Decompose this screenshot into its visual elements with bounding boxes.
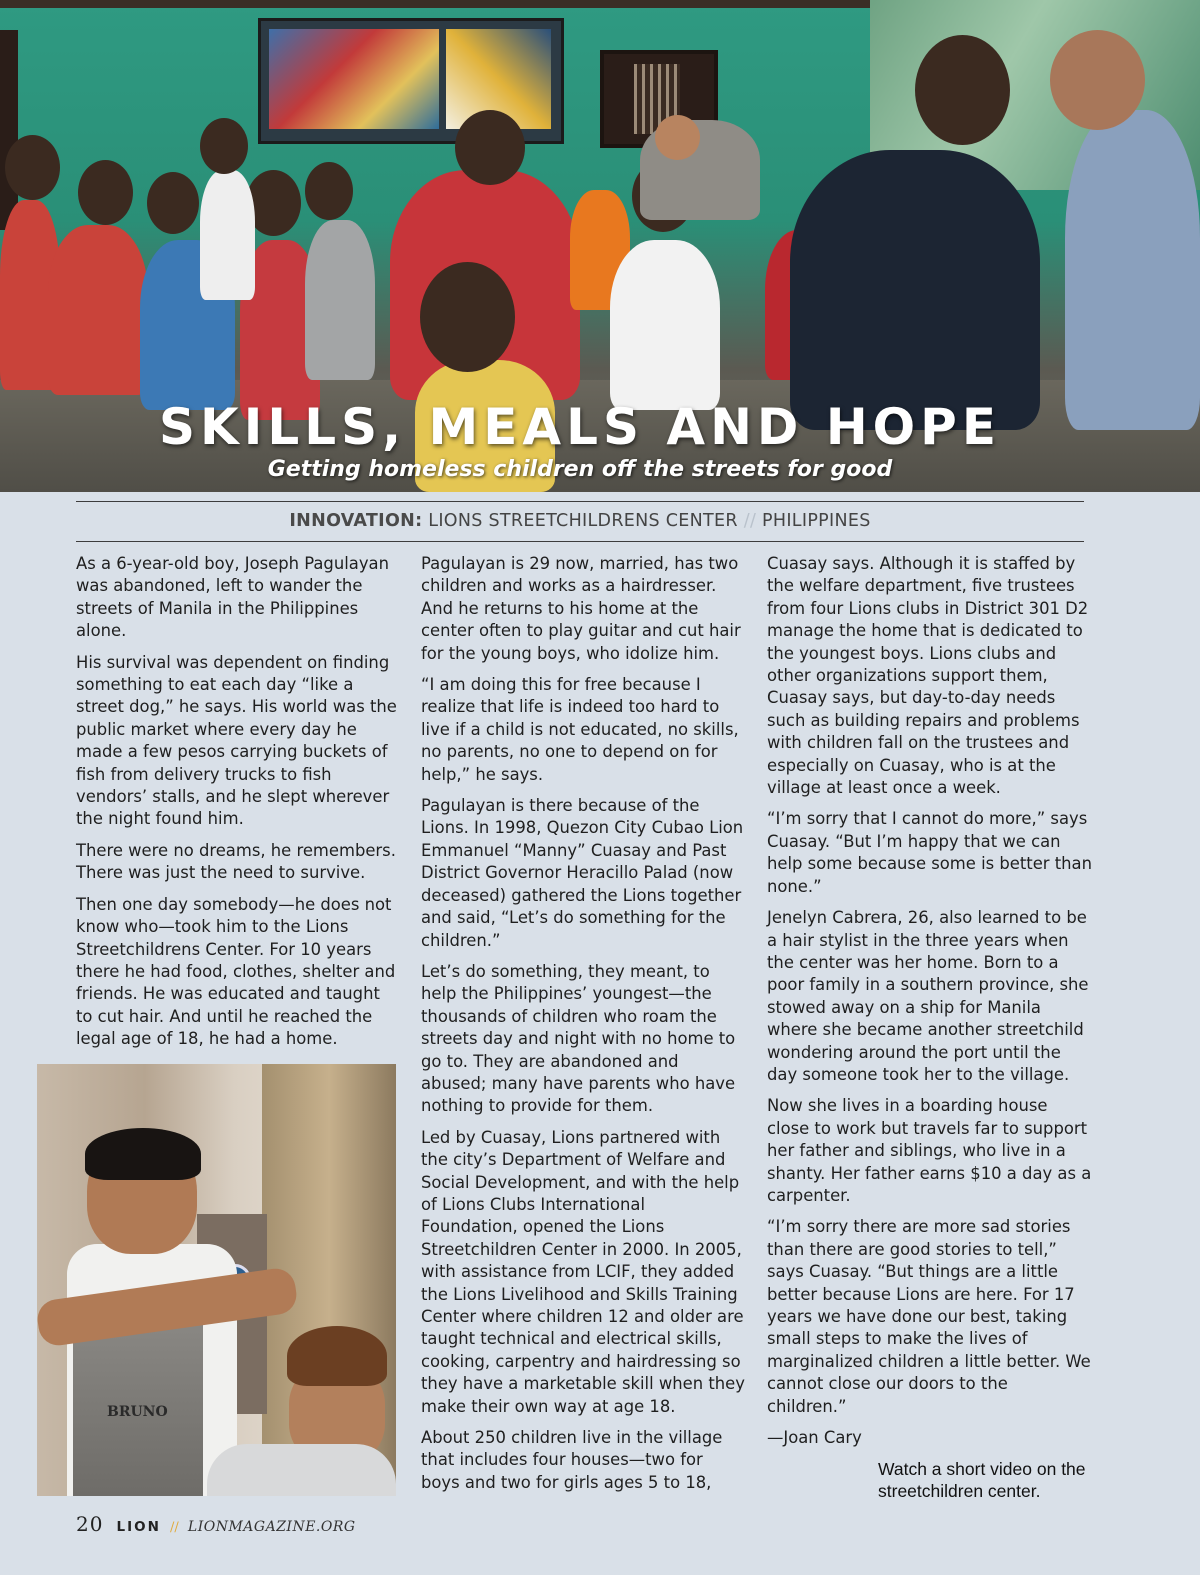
- hero-doorway: [0, 30, 18, 230]
- paragraph: Let’s do something, they meant, to help the Philippines’ youngest—the thousands of children who roam the streets day and night with no home to go to. They are abandoned and abused; many have parents who have nothing to provide for them.: [421, 961, 736, 1116]
- paragraph: Jenelyn Cabrera, 26, also learned to be a hair stylist in the three years when the center was her home. Born to a poor family in a southern province, she stowed away on a ship for Manila where she became another streetchild wondering around the port until the day someone took her to the village.: [767, 908, 1089, 1084]
- page-number: 20: [76, 1512, 104, 1536]
- paragraph: Pagulayan is 29 now, married, has two children and works as a hairdresser. And he returns to his home at the center often to play guitar and cut hair for the young boys, who idolize him.: [421, 554, 741, 663]
- paragraph: Now she lives in a boarding house close to work but travels far to support her father and siblings, who live in a shanty. Her father earns $10 a day as a carpenter.: [767, 1096, 1092, 1205]
- paragraph: Pagulayan is there because of the Lions. In 1998, Quezon City Cubao Lion Emmanuel “Manny” Cuasay and Past District Governor Heracillo Palad (now deceased) gathered the Lions together and said, “Let’s do something for the children.”: [421, 796, 744, 950]
- section-kicker: INNOVATION:: [289, 511, 423, 531]
- article-column-2: [421, 553, 746, 1503]
- article-column-3: [767, 553, 1092, 1458]
- program-name: LIONS STREETCHILDRENS CENTER: [428, 511, 738, 531]
- paragraph: Then one day somebody—he does not know who—took him to the Lions Streetchildrens Center. For 10 years there he had food, clothes, shelter and friends. He was educated and taught to cut hair. And until he reached the legal age of 18, he had a home.: [76, 894, 396, 1049]
- bottom-rule: [76, 541, 1084, 542]
- page-footer: [76, 1512, 356, 1536]
- barber-photo: [37, 1064, 396, 1496]
- footer-separator: //: [170, 1520, 179, 1535]
- paragraph: As a 6-year-old boy, Joseph Pagulayan was abandoned, left to wander the streets of Manila in the Philippines alone.: [76, 554, 389, 641]
- section-header: [76, 511, 1084, 531]
- top-rule: [76, 501, 1084, 502]
- video-link-caption[interactable]: Watch a short video on the streetchildren center.: [878, 1459, 1086, 1501]
- author-byline: —Joan Cary: [767, 1428, 862, 1448]
- paragraph: There were no dreams, he remembers. There was just the need to survive.: [76, 840, 396, 883]
- apron-brand: BRUNO: [107, 1404, 168, 1420]
- paragraph: About 250 children live in the village that includes four houses—two for boys and two for girls ages 5 to 18,: [421, 1428, 723, 1492]
- paragraph: “I’m sorry there are more sad stories than there are good stories to tell,” says Cuasay. “But things are a little better because Lions are here. For 17 years we have done our best, taking small steps to make the lives of marginalized children a little better. We cannot close our doors to the children.”: [767, 1217, 1091, 1416]
- article-column-1: [76, 553, 398, 1060]
- paragraph: “I am doing this for free because I realize that life is indeed too hard to live if a child is not educated, no skills, no parents, no one to depend on for help,” he says.: [421, 675, 739, 784]
- paragraph: Led by Cuasay, Lions partnered with the city’s Department of Welfare and Social Development, and with the help of Lions Clubs International Foundation, opened the Lions Streetchildren Center in 2000. In 2005, with assistance from LCIF, they added the Lions Livelihood and Skills Training Center where children 12 and older are taught technical and electrical skills, cooking, carpentry and hairdressing so they have a marketable skill when they make their own way at age 18.: [421, 1127, 745, 1416]
- paragraph: His survival was dependent on finding something to eat each day “like a street dog,” he says. His world was the public market where every day he made a few pesos carrying buckets of fish from delivery trucks to fish vendors’ stalls, and he slept wherever the night found him.: [76, 652, 397, 829]
- country-name: PHILIPPINES: [762, 511, 871, 531]
- paragraph: “I’m sorry that I cannot do more,” says Cuasay. “But I’m happy that we can help some because some is better than none.”: [767, 809, 1092, 896]
- paragraph: Cuasay says. Although it is staffed by the welfare department, five trustees from four Lions clubs in District 301 D2 manage the home that is dedicated to the youngest boys. Lions clubs and other organizations support them, Cuasay says, but day-to-day needs such as building repairs and problems with children fall on the trustees and especially on Cuasay, who is at the village at least once a week.: [767, 554, 1089, 798]
- article-subtitle: Getting homeless children off the streets for good: [267, 457, 893, 482]
- magazine-name: LION: [116, 1519, 161, 1535]
- hero-photo: [0, 0, 1200, 492]
- magazine-website[interactable]: LIONMAGAZINE.ORG: [187, 1519, 356, 1535]
- article-title: SKILLS, MEALS AND HOPE: [159, 398, 1001, 456]
- section-separator: //: [743, 511, 757, 531]
